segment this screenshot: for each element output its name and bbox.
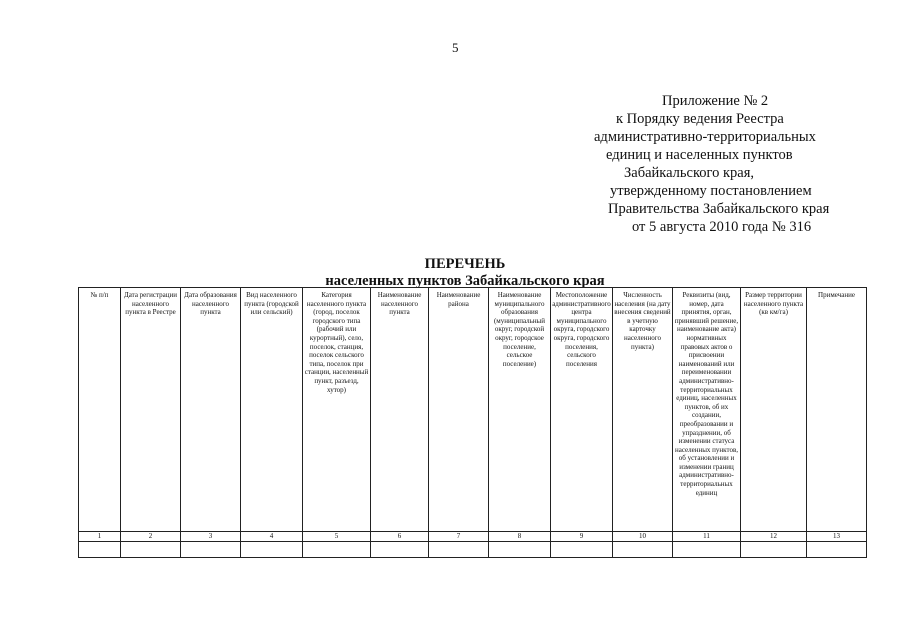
empty-cell	[121, 542, 181, 558]
column-number: 9	[551, 532, 613, 542]
column-number: 13	[807, 532, 867, 542]
column-number: 4	[241, 532, 303, 542]
appendix-line: утвержденному постановлением	[610, 183, 812, 199]
column-header: Примечание	[807, 288, 867, 532]
appendix-line: административно-территориальных	[594, 129, 816, 145]
empty-cell	[613, 542, 673, 558]
empty-cell	[673, 542, 741, 558]
empty-data-row	[79, 542, 867, 558]
column-number: 12	[741, 532, 807, 542]
column-header: Наименование населенного пункта	[371, 288, 429, 532]
column-number: 10	[613, 532, 673, 542]
column-number: 6	[371, 532, 429, 542]
empty-cell	[429, 542, 489, 558]
column-header: Численность населения (на дату внесения сведений в учетную карточку населенного пункта)	[613, 288, 673, 532]
column-number: 2	[121, 532, 181, 542]
header-row	[79, 288, 867, 532]
appendix-line: от 5 августа 2010 года № 316	[632, 219, 812, 235]
document-title	[300, 256, 630, 290]
column-header: Местоположение административного центра муниципального округа, городского округа, городского поселения, сельского поселения	[551, 288, 613, 532]
column-header: Вид населенного пункта (городской или сельский)	[241, 288, 303, 532]
column-number: 7	[429, 532, 489, 542]
empty-cell	[303, 542, 371, 558]
column-number: 11	[673, 532, 741, 542]
column-header: № п/п	[79, 288, 121, 532]
empty-cell	[807, 542, 867, 558]
column-number: 5	[303, 532, 371, 542]
column-header: Наименование района	[429, 288, 489, 532]
column-header: Размер территории населенного пункта (кв км/га)	[741, 288, 807, 532]
appendix-block	[560, 92, 890, 236]
empty-cell	[181, 542, 241, 558]
empty-cell	[489, 542, 551, 558]
empty-cell	[241, 542, 303, 558]
column-number: 3	[181, 532, 241, 542]
empty-cell	[551, 542, 613, 558]
column-header: Наименование муниципального образования (муниципальный округ, городской округ, городское поселение, сельское поселение)	[489, 288, 551, 532]
column-header: Дата регистрации населенного пункта в Реестре	[121, 288, 181, 532]
title-line-2: населенных пунктов Забайкальского края	[325, 273, 605, 289]
appendix-line: к Порядку ведения Реестра	[616, 111, 784, 127]
column-number-row	[79, 532, 867, 542]
title-line-1: ПЕРЕЧЕНЬ	[424, 256, 506, 272]
page-number: 5	[452, 40, 459, 55]
column-header: Категория населенного пункта (город, поселок городского типа (рабочий или курортный), село, поселок, станция, поселок сельского типа, поселок при станции, населенный пункт, разъезд, хутор)	[303, 288, 371, 532]
appendix-line: единиц и населенных пунктов	[606, 147, 793, 163]
column-number: 1	[79, 532, 121, 542]
appendix-line: Правительства Забайкальского края	[608, 201, 830, 217]
settlements-table	[78, 287, 867, 558]
empty-cell	[79, 542, 121, 558]
empty-cell	[741, 542, 807, 558]
empty-cell	[371, 542, 429, 558]
column-header: Реквизиты (вид, номер, дата принятия, орган, принявший решение, наименование акта) нормативных правовых актов о присвоении наименований или переименовании административно-территориальных единиц, населенных пунктов, об их создании, преобразовании и упразднении, об изменении статуса населенных пунктов, об установлении и изменении границ административно-территориальных единиц	[673, 288, 741, 532]
column-number: 8	[489, 532, 551, 542]
appendix-line: Забайкальского края,	[624, 165, 754, 181]
appendix-line: Приложение № 2	[662, 93, 769, 109]
column-header: Дата образования населенного пункта	[181, 288, 241, 532]
